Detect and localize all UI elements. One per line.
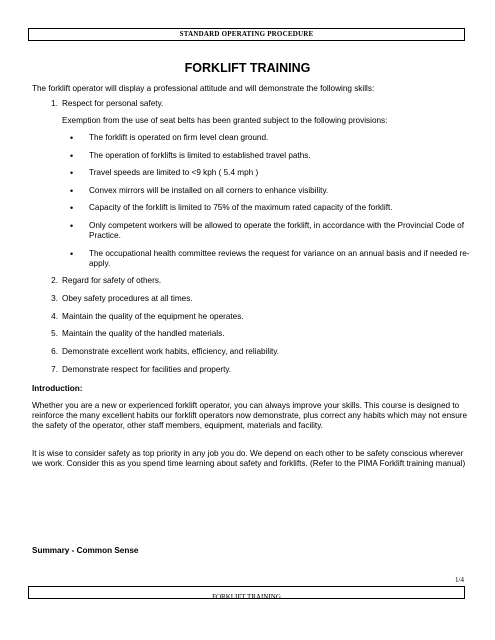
bullet-icon: • — [70, 203, 74, 214]
skill-item — [32, 329, 472, 339]
bullet-icon: • — [70, 168, 74, 179]
skill-text: Obey safety procedures at all times. — [62, 293, 193, 303]
page-number: 1/4 — [455, 576, 464, 584]
skill-number: 4. — [51, 311, 58, 321]
provision-item — [62, 249, 489, 269]
skill-number: 5. — [51, 329, 58, 339]
bullet-icon: • — [70, 150, 74, 161]
page-title: FORKLIFT TRAINING — [184, 61, 311, 75]
footer-text: FORKLIFT TRAINING — [212, 593, 281, 599]
provision-text: Only competent workers will be allowed to operate the forklift, in accordance with the Provincial Code of Practice. — [89, 220, 464, 240]
skill-item — [32, 347, 472, 357]
skill-text: Regard for safety of others. — [62, 276, 162, 286]
introduction-paragraph-2: It is wise to consider safety as top priority in any job you do. We depend on each other to be safety conscious wherever we work. Consider this as you spend time learning about safety and forklifts. (Refer to the PIMA Forklift training manual) — [32, 449, 466, 468]
skill-number: 7. — [51, 364, 58, 374]
provision-text: Travel speeds are limited to <9 kph ( 5.4 mph ) — [89, 168, 259, 178]
provision-text: The operation of forklifts is limited to established travel paths. — [89, 150, 311, 160]
provisions-list — [62, 133, 472, 269]
summary-heading: Summary - Common Sense — [32, 546, 139, 555]
skill-number: 1. — [51, 99, 58, 108]
provision-item — [62, 168, 489, 178]
skill-text: Maintain the quality of the equipment he operates. — [62, 311, 244, 321]
skills-list — [32, 99, 472, 382]
provision-item — [62, 221, 489, 241]
provision-text: Capacity of the forklift is limited to 75% of the maximum rated capacity of the forklift. — [89, 203, 393, 213]
skill-text: Maintain the quality of the handled materials. — [62, 329, 225, 339]
skill-item — [32, 365, 472, 375]
skill-item — [32, 276, 472, 286]
skill-text: Respect for personal safety. — [62, 99, 164, 108]
skill-number: 2. — [51, 276, 58, 286]
introduction-paragraph-1: Whether you are a new or experienced forklift operator, you can always improve your skills. This course is designed to reinforce the many excellent habits our forklift operators now demonstrate, plus correct any habits which may not ensure the safety of the operator, other staff members, equipment, materials and facility. — [32, 401, 468, 430]
provision-item — [62, 151, 489, 161]
bullet-icon: • — [70, 185, 74, 196]
bullet-icon: • — [70, 248, 74, 259]
provision-item — [62, 133, 489, 143]
document-header — [28, 28, 465, 41]
header-text: STANDARD OPERATING PROCEDURE — [179, 30, 314, 38]
skill-text: Demonstrate excellent work habits, efficiency, and reliability. — [62, 347, 280, 356]
provision-item — [62, 203, 489, 213]
bullet-icon: • — [70, 220, 74, 231]
skill-text: Demonstrate respect for facilities and property. — [62, 364, 232, 374]
document-footer — [28, 586, 465, 599]
exemption-text: Exemption from the use of seat belts has been granted subject to the following provisions: — [62, 116, 388, 125]
provision-text: Convex mirrors will be installed on all corners to enhance visibility. — [89, 185, 329, 195]
skill-item — [32, 99, 472, 269]
skill-number: 3. — [51, 293, 58, 303]
skill-item — [32, 294, 472, 304]
provision-item — [62, 186, 489, 196]
provision-text: The forklift is operated on firm level clean ground. — [89, 133, 269, 142]
skill-number: 6. — [51, 347, 58, 356]
introduction-heading: Introduction: — [32, 384, 83, 393]
intro-line: The forklift operator will display a professional attitude and will demonstrate the following skills: — [32, 84, 375, 93]
provision-text: The occupational health committee reviews the request for variance on an annual basis and if needed re-apply. — [89, 248, 470, 268]
bullet-icon: • — [70, 133, 74, 143]
skill-item — [32, 312, 472, 322]
